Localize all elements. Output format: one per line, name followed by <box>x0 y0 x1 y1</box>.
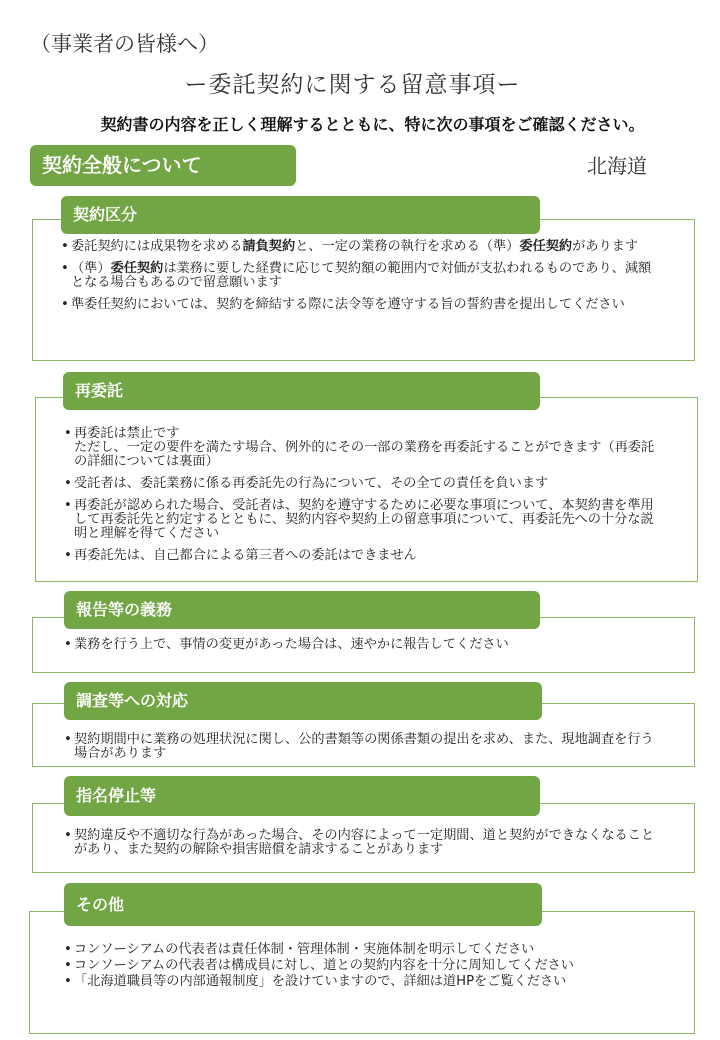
section-investigation-list <box>64 733 664 769</box>
section-suspension-heading: 指名停止等 <box>64 776 540 816</box>
section-subcontract-heading: 再委託 <box>63 372 540 410</box>
list-item: • 契約期間中に業務の処理状況に関し、公的書類等の関係書類の提出を求め、また、現地調査を行う場合があります <box>64 733 664 761</box>
list-item: • （準）委任契約は業務に要した経費に応じて契約額の範囲内で対価が支払われるものであり、減額となる場合もあるので留意願います <box>61 262 661 290</box>
page-title: ー委託契約に関する留意事項ー <box>184 72 521 98</box>
list-item: • 受託者は、委託業務に係る再委託先の行為について、その全ての責任を負います <box>64 477 662 491</box>
list-item: • 再委託先は、自己都合による第三者への委託はできません <box>64 549 662 563</box>
list-item: • 業務を行う上で、事情の変更があった場合は、速やかに報告してください <box>64 638 664 652</box>
list-item: • 委託契約には成果物を求める請負契約と、一定の業務の執行を求める（準）委任契約があります <box>61 240 661 254</box>
list-item: • 再委託が認められた場合、受託者は、契約を遵守するために必要な事項について、本契約書を準用して再委託先と約定するとともに、契約内容や契約上の留意事項について、再委託先への十分な説明と理解を得てください <box>64 499 662 541</box>
list-item: • 再委託は禁止です ただし、一定の要件を満たす場合、例外的にその一部の業務を再委託することができます（再委託の詳細については裏面） <box>64 427 662 469</box>
list-item: • 「北海道職員等の内部通報制度」を設けていますので、詳細は道HPをご覧ください <box>64 975 664 989</box>
list-item: • 契約違反や不適切な行為があった場合、その内容によって一定期間、道と契約ができなくなることがあり、また契約の解除や損害賠償を請求することがあります <box>64 829 664 857</box>
audience-line: （事業者の皆様へ） <box>30 32 219 56</box>
list-item: • 準委任契約においては、契約を締結する際に法令等を遵守する旨の誓約書を提出してください <box>61 298 661 312</box>
section-contract-type-list <box>61 240 661 320</box>
prefecture-label: 北海道 <box>587 154 647 178</box>
section-reporting-list <box>64 638 664 660</box>
main-heading-banner: 契約全般について <box>30 145 296 186</box>
section-reporting-heading: 報告等の義務 <box>64 591 540 629</box>
list-item: • コンソーシアムの代表者は責任体制・管理体制・実施体制を明示してください <box>64 943 664 957</box>
section-suspension-list <box>64 829 664 865</box>
section-investigation-heading: 調査等への対応 <box>64 682 542 720</box>
section-subcontract-list <box>64 427 662 571</box>
section-contract-type-heading: 契約区分 <box>61 196 540 234</box>
list-item: • コンソーシアムの代表者は構成員に対し、道との契約内容を十分に周知してください <box>64 959 664 973</box>
section-other-list <box>64 943 664 991</box>
lead-text: 契約書の内容を正しく理解するとともに、特に次の事項をご確認ください。 <box>100 115 645 134</box>
section-other-heading: その他 <box>64 883 542 926</box>
